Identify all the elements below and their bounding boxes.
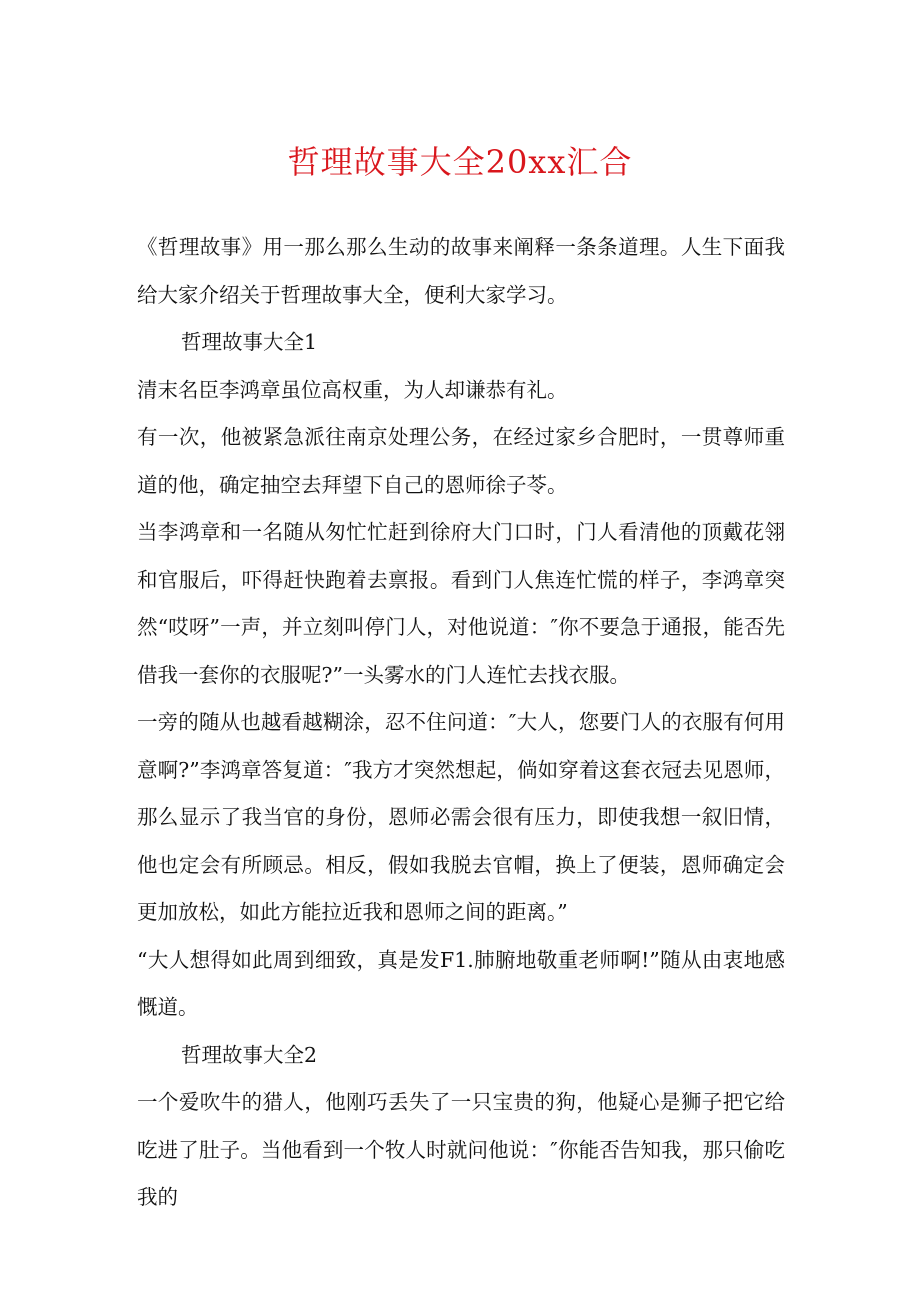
intro-paragraph: 《哲理故事》用一那么那么生动的故事来阐释一条条道理。人生下面我给大家介绍关于哲理故事大全，便利大家学习。 xyxy=(137,235,785,307)
story1-paragraph: 一旁的随从也越看越糊涂，忍不住问道：″大人，您要门人的衣服有何用意啊?”李鸿章答复道：″我方才突然想起，倘如穿着这套衣冠去见恩师，那么显示了我当官的身份，恩师必需会很有压力，即使我想一叙旧情，他也定会有所顾忌。相反，假如我脱去官帽，换上了便装，恩师确定会更加放松，如此方能拉近我和恩师之间的距离。” xyxy=(137,710,785,924)
story1-paragraph: 清末名臣李鸿章虽位高权重，为人却谦恭有礼。 xyxy=(137,377,568,402)
story1-paragraph: “大人想得如此周到细致，真是发F1.肺腑地敬重老师啊!”随从由衷地感慨道。 xyxy=(137,947,785,1019)
section-heading-2: 哲理故事大全2 xyxy=(181,1042,318,1067)
story1-paragraph: 有一次，他被紧急派往南京处理公务，在经过家乡合肥时，一贯尊师重道的他，确定抽空去拜望下自己的恩师徐子苓。 xyxy=(137,425,785,497)
story1-paragraph: 当李鸿章和一名随从匆忙忙赶到徐府大门口时，门人看清他的顶戴花翎和官服后，吓得赶快跑着去禀报。看到门人焦连忙慌的样子，李鸿章突然“哎呀”一声，并立刻叫停门人，对他说道：″你不要急于通报，能否先借我一套你的衣服呢?”一头雾水的门人连忙去找衣服。 xyxy=(137,520,785,687)
story2-paragraph: 一个爱吹牛的猎人，他刚巧丢失了一只宝贵的狗，他疑心是狮子把它给吃进了肚子。当他看到一个牧人时就问他说：″你能否告知我，那只偷吃我的 xyxy=(137,1090,785,1209)
section-heading-1: 哲理故事大全1 xyxy=(181,330,318,354)
document-body xyxy=(137,224,785,1222)
page-title: 哲理故事大全20xx汇合 xyxy=(287,143,633,181)
